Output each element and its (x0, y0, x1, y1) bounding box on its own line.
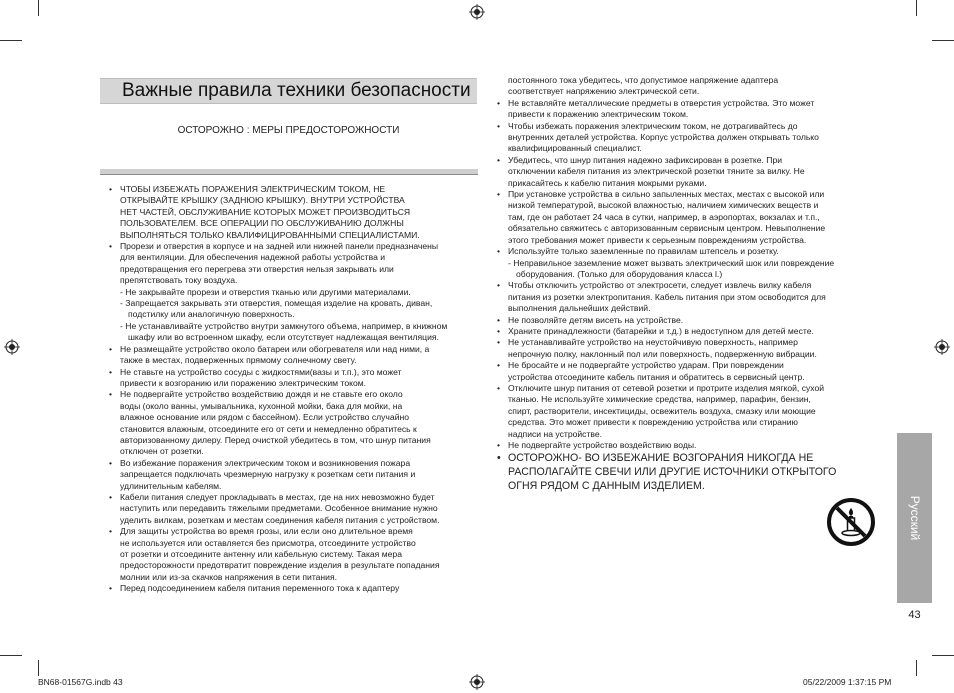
text-line: авторизованному дилеру. Перед очисткой убедитесь в том, что шнур питания (120, 434, 431, 445)
registration-mark-icon (934, 339, 950, 355)
text-line: запрещается подключать чрезмерную нагрузку к розеткам сети питания и (120, 469, 416, 480)
text-line: выполнения дальнейших действий. (508, 303, 651, 314)
text-line: предосторожности предотвратит повреждение изделия в результате попадания (120, 560, 440, 571)
list-item: • Чтобы избежать поражения электрическим током, не дотрагивайтесь до (496, 121, 880, 132)
text-line: удлинительным кабелям. (120, 480, 222, 491)
text-line: постоянного тока убедитесь, что допустимое напряжение адаптера (508, 75, 779, 85)
footer-timestamp: 05/22/2009 1:37:15 PM (803, 677, 892, 687)
page-number: 43 (908, 609, 921, 621)
text-line: становится влажным, отсоедините его от сети и немедленно обратитесь к (120, 423, 417, 434)
crop-mark (916, 0, 917, 16)
text-line: воды (около ванны, умывальника, кухонной мойки, бака для мойки, на (120, 400, 403, 411)
list-item: • Не устанавливайте устройство на неустойчивую поверхность, например (496, 337, 880, 348)
registration-mark-icon (469, 674, 485, 690)
crop-mark (0, 655, 22, 656)
caution-subtitle: ОСТОРОЖНО : МЕРЫ ПРЕДОСТОРОЖНОСТИ (177, 125, 400, 136)
registration-mark-icon (469, 4, 485, 20)
text-line: тканью. Не используйте химические средства, например, парафин, бензин, (508, 394, 811, 405)
list-item: • Не размещайте устройство около батареи или обогревателя или над ними, а (108, 344, 480, 355)
text-line: подстилку или аналогичную поверхность. (128, 309, 295, 320)
text-line: РАСПОЛАГАЙТЕ СВЕЧИ ИЛИ ДРУГИЕ ИСТОЧНИКИ ОТКРЫТОГО (508, 466, 837, 479)
text-line: спирт, растворители, инсектициды, освежитель воздуха, смазку или моющие (508, 405, 816, 416)
text-line: - Запрещается закрывать эти отверстия, помещая изделие на кровать, диван, (120, 298, 433, 309)
text-line: не используется или оставляется без присмотра, отсоедините устройство (120, 537, 416, 548)
text-line: соответствует напряжению электрической сети. (508, 86, 700, 97)
text-line: молнии или из-за скачков напряжения в сети питания. (120, 571, 338, 582)
list-item: • Не вставляйте металлические предметы в отверстия устройства. Это может (496, 98, 880, 109)
list-item: • ЧТОБЫ ИЗБЕЖАТЬ ПОРАЖЕНИЯ ЭЛЕКТРИЧЕСКИМ ТОКОМ, НЕ (108, 184, 480, 195)
language-tab (897, 433, 932, 603)
text-line: обязательно свяжитесь с авторизованным сервисным центром. Невыполнение (508, 223, 826, 234)
list-item: • Прорези и отверстия в корпусе и на задней или нижней панели предназначены (108, 241, 480, 252)
text-line: оборудования. (Только для оборудования класса l.) (516, 268, 723, 279)
list-item: • ОСТОРОЖНО- ВО ИЗБЕЖАНИЕ ВОЗГОРАНИЯ НИКОГДА НЕ (496, 451, 880, 465)
text-line: - Не устанавливайте устройство внутри замкнутого объема, например, в книжном (120, 320, 448, 331)
text-line: привести к поражению электрическим током. (508, 109, 689, 120)
section-divider (100, 169, 478, 175)
text-line: питания из розетки электропитания. Кабель питания при этом освободится для (508, 291, 826, 302)
list-item: • Кабели питания следует прокладывать в местах, где на них невозможно будет (108, 492, 480, 503)
text-line: - Неправильное заземление может вызвать электрический шок или повреждение (508, 257, 835, 268)
list-item: • Храните принадлежности (батарейки и т.д.) в недоступном для детей месте. (496, 326, 880, 337)
text-line: привести к возгоранию или поражению электрическим током. (120, 377, 367, 388)
text-line: ОТКРЫВАЙТЕ КРЫШКУ (ЗАДНЮЮ КРЫШКУ). ВНУТРИ УСТРОЙСТВА (120, 195, 405, 206)
crop-mark (38, 0, 39, 16)
registration-mark-icon (4, 339, 20, 355)
no-open-flame-icon (826, 497, 876, 547)
page-title: Важные правила техники безопасности (122, 80, 471, 101)
text-line: отключении кабеля питания из электрической розетки тяните за вилку. Не (508, 166, 805, 177)
text-line: непрочную полку, наклонный пол или поверхность, подверженную вибрации. (508, 348, 817, 359)
list-item: • При установке устройства в сильно запыленных местах, местах с высокой или (496, 189, 880, 200)
text-line: наступить или передавить тяжелыми предметами. Особенное внимание нужно (120, 503, 438, 514)
text-line: низкой температурой, высокой влажностью, наличием химических веществ и (508, 200, 819, 211)
text-line: ВЫПОЛНЯТЬСЯ ТОЛЬКО КВАЛИФИЦИРОВАННЫМИ СПЕЦИАЛИСТАМИ. (120, 229, 420, 240)
text-line: также в местах, подверженных прямому солнечному свету. (120, 355, 357, 366)
text-line: предотвращения его перегрева эти отверстия нельзя закрывать или (120, 263, 394, 274)
text-line: НЕТ ЧАСТЕЙ, ОБСЛУЖИВАНИЕ КОТОРЫХ МОЖЕТ ПРОИЗВОДИТЬСЯ (120, 206, 411, 217)
text-line: квалифицированный специалист. (508, 143, 642, 154)
text-line: там, где он работает 24 часа в сутки, например, в аэропортах, вокзалах и т.п., (508, 211, 820, 222)
text-line: этого требования может привести к серьезным повреждениям устройства. (508, 234, 807, 245)
text-line: ПОЛЬЗОВАТЕЛЕМ. ВСЕ ОПЕРАЦИИ ПО ОБСЛУЖИВАНИЮ ДОЛЖНЫ (120, 218, 404, 229)
text-line: - Не закрывайте прорези и отверстия тканью или другими материалами. (120, 286, 411, 297)
list-item: • Перед подсоединением кабеля питания переменного тока к адаптеру (108, 583, 480, 594)
text-line: ОГНЯ РЯДОМ С ДАННЫМ ИЗДЕЛИЕМ. (508, 480, 705, 493)
crop-mark (932, 655, 954, 656)
left-column (108, 184, 480, 595)
text-line: шкафу или во встроенном шкафу, если отсутствует надлежащая вентиляция. (128, 332, 439, 343)
list-item: • Отключите шнур питания от сетевой розетки и протрите изделия мягкой, сухой (496, 383, 880, 394)
text-line: для вентиляции. Для обеспечения надежной работы устройства и (120, 252, 386, 263)
crop-mark (0, 40, 22, 41)
text-line: средства. Это может привести к повреждению устройства или стиранию (508, 417, 798, 428)
list-item: • Не позволяйте детям висеть на устройстве. (496, 315, 880, 326)
list-item: • Во избежание поражения электрическим током и возникновения пожара (108, 458, 480, 469)
list-item: • Используйте только заземленные по правилам штепсель и розетку. (496, 246, 880, 257)
text-line: надписи на устройстве. (508, 428, 603, 439)
crop-mark (932, 40, 954, 41)
list-item: • Убедитесь, что шнур питания надежно зафиксирован в розетке. При (496, 155, 880, 166)
text-line: влажное основание или рядом с бассейном). Если устройство случайно (120, 412, 410, 423)
text-line: от розетки и отсоедините антенну или кабельную систему. Такая мера (120, 549, 402, 559)
list-item: • Не бросайте и не подвергайте устройство ударам. При повреждении (496, 360, 880, 371)
title-bar (100, 78, 477, 104)
text-line: уделить вилкам, розеткам и местам соединения кабеля питания с устройством. (120, 514, 440, 525)
language-label: Русский (907, 495, 922, 541)
list-item: • Для защиты устройства во время грозы, или если оно длительное время (108, 526, 480, 537)
text-line: устройства отсоедините кабель питания и обратитесь в сервисный центр. (508, 371, 805, 382)
right-column (496, 75, 880, 493)
text-line: прикасайтесь к кабелю питания мокрыми руками. (508, 177, 707, 188)
list-item: • Не подвергайте устройство воздействию воды. (496, 440, 880, 451)
list-item: • Не подвергайте устройство воздействию дождя и не ставьте его около (108, 389, 480, 400)
footer-file-info: BN68-01567G.indb 43 (38, 677, 123, 687)
text-line: отключен от розетки. (120, 446, 204, 457)
text-line: внутренних деталей устройства. Корпус устройства должен открывать только (508, 132, 819, 143)
crop-mark (38, 660, 39, 676)
list-item: • Чтобы отключить устройство от электросети, следует извлечь вилку кабеля (496, 280, 880, 291)
text-line: препятствовать току воздуха. (120, 275, 238, 286)
list-item: • Не ставьте на устройство сосуды с жидкостями(вазы и т.п.), это может (108, 367, 480, 378)
crop-mark (916, 660, 917, 676)
